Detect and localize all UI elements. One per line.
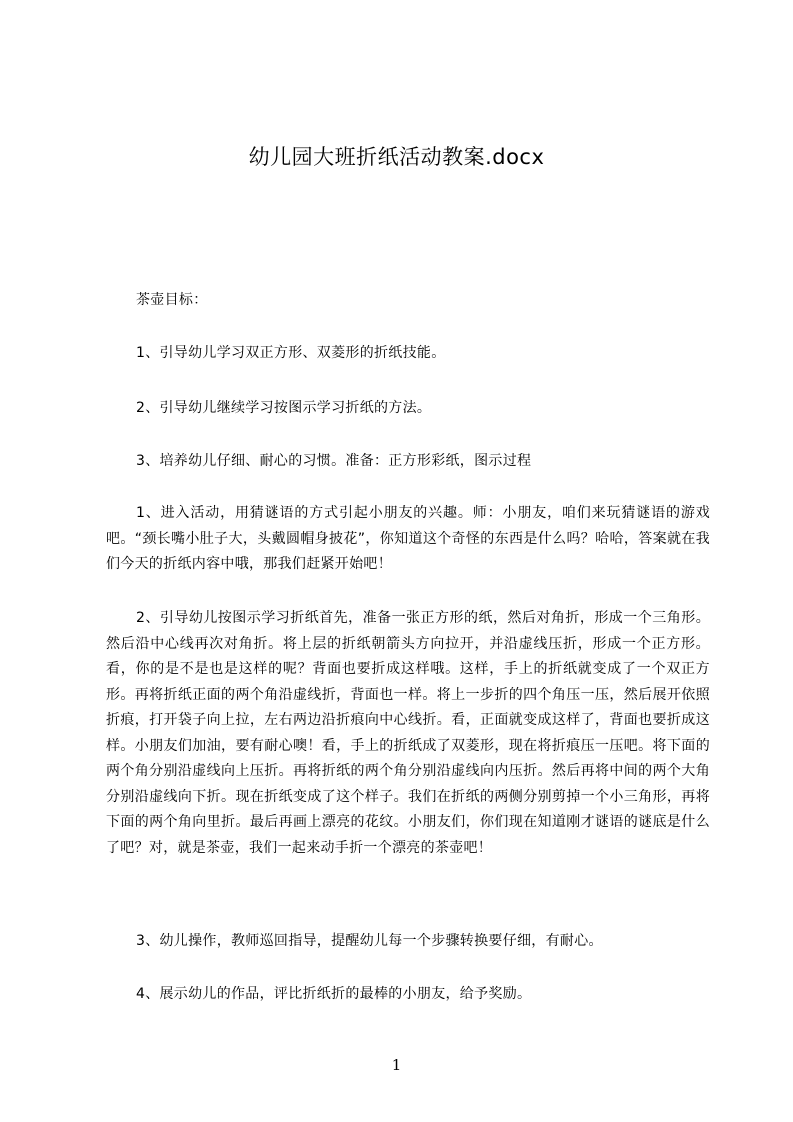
page-number: 1 xyxy=(391,1056,402,1074)
paragraph-goal-2: 2、引导幼儿继续学习按图示学习折纸的方法。 xyxy=(136,400,432,416)
paragraph-step-2: 2、引导幼儿按图示学习折纸首先，准备一张正方形的纸，然后对角折，形成一个三角形。然后沿中心线再次对角折。将上层的折纸朝箭头方向拉开，并沿虚线压折，形成一个正方形。看，你的是不是也是这样的呢？背面也要折成这样哦。这样，手上的折纸就变成了一个双正方形。再将折纸正面的两个角沿虚线折，背面也一样。将上一步折的四个角压一压，然后展开依照折痕，打开袋子向上拉，左右两边沿折痕向中心线折。看，正面就变成这样了，背面也要折成这样。小朋友们加油，要有耐心噢！看，手上的折纸成了双菱形，现在将折痕压一压吧。将下面的两个角分别沿虚线向上压折。再将折纸的两个角分别沿虚线向内压折。然后再将中间的两个大角分别沿虚线向下折。现在折纸变成了这个样子。我们在折纸的两侧分别剪掉一个小三角形，再将下面的两个角向里折。最后再画上漂亮的花纹。小朋友们，你们现在知道刚才谜语的谜底是什么了吧？对，就是茶壶，我们一起来动手折一个漂亮的茶壶吧！ xyxy=(106,610,710,856)
paragraph-goal-1: 1、引导幼儿学习双正方形、双菱形的折纸技能。 xyxy=(136,345,446,361)
paragraph-goal-heading: 茶壶目标： xyxy=(136,292,208,308)
paragraph-goal-3: 3、培养幼儿仔细、耐心的习惯。准备：正方形彩纸，图示过程 xyxy=(136,453,532,469)
paragraph-step-1: 1、进入活动，用猜谜语的方式引起小朋友的兴趣。师：小朋友，咱们来玩猜谜语的游戏吧。“颈长嘴小肚子大，头戴圆帽身披花”，你知道这个奇怪的东西是什么吗？哈哈，答案就在我们今天的折纸内容中哦，那我们赶紧开始吧！ xyxy=(106,505,710,572)
paragraph-step-4: 4、展示幼儿的作品，评比折纸折的最棒的小朋友，给予奖励。 xyxy=(136,986,532,1002)
document-title: 幼儿园大班折纸活动教案.docx xyxy=(248,145,545,169)
paragraph-step-3: 3、幼儿操作，教师巡回指导，提醒幼儿每一个步骤转换要仔细，有耐心。 xyxy=(136,933,603,949)
